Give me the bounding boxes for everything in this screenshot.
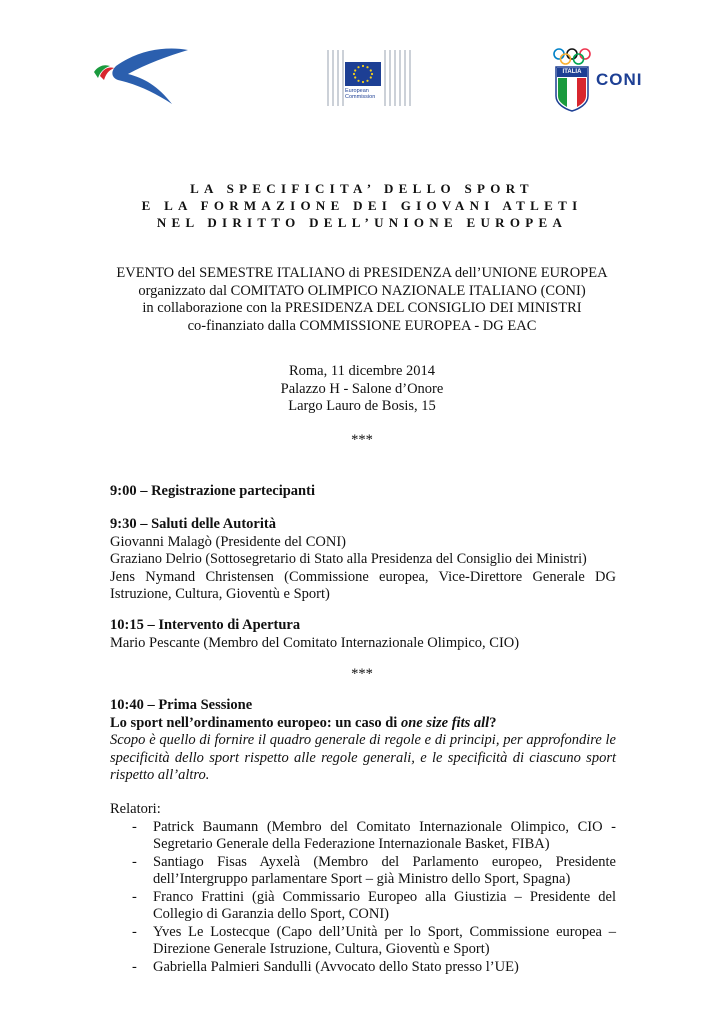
- speaker-item: [110, 889, 616, 924]
- bullet-dash: -: [132, 818, 137, 835]
- semestre-logo: [88, 44, 192, 108]
- bullet-dash: -: [132, 853, 137, 870]
- greetings-speaker-3: Jens Nymand Christensen (Commissione europea, Vice-Direttore Generale DG Istruzione, Cultura, Gioventù e Sport): [110, 568, 616, 602]
- first-session-subtitle: [110, 715, 616, 733]
- coni-brand-text: CONI: [596, 70, 643, 89]
- speaker-text: Santiago Fisas Ayxelà (Membro del Parlamento europeo, Presidente dell’Intergruppo parlamentare Sport – già Ministro dello Sport, Spagna): [153, 853, 616, 887]
- speakers-label: Relatori:: [110, 801, 161, 817]
- greetings-speaker-2: Graziano Delrio (Sottosegretario di Stato alla Presidenza del Consiglio dei Ministri): [110, 551, 587, 567]
- title-line-1: LA SPECIFICITA’ DELLO SPORT: [190, 181, 534, 196]
- intro-line-3: in collaborazione con la PRESIDENZA DEL CONSIGLIO DEI MINISTRI: [142, 300, 582, 316]
- speaker-text: Patrick Baumann (Membro del Comitato Internazionale Olimpico, CIO - Segretario Generale della Federazione Internazionale Basket, FIBA): [153, 818, 616, 852]
- speaker-text: Yves Le Lostecque (Capo dell’Unità per lo Sport, Commissione europea – Direzione Generale Istruzione, Cultura, Gioventù e Sport): [153, 923, 616, 957]
- venue-date: Roma, 11 dicembre 2014: [288, 363, 436, 379]
- first-session-subtitle-main: Lo sport nell’ordinamento europeo: un caso di: [110, 714, 401, 731]
- first-session-subtitle-end: ?: [489, 714, 497, 731]
- first-session-subtitle-italic: one size fits all: [400, 714, 490, 731]
- bullet-dash: -: [132, 888, 137, 905]
- intro-line-2: organizzato dal COMITATO OLIMPICO NAZIONALE ITALIANO (CONI): [138, 282, 586, 299]
- opening-heading: 10:15 – Intervento di Apertura: [110, 617, 301, 633]
- agenda-registration: 9:00 – Registrazione partecipanti: [110, 483, 315, 499]
- speaker-item: [110, 959, 616, 977]
- first-session-heading: 10:40 – Prima Sessione: [110, 697, 253, 713]
- title-line-2: E LA FORMAZIONE DEI GIOVANI ATLETI: [141, 198, 583, 213]
- greetings-speaker-1: Giovanni Malagò (Presidente del CONI): [110, 533, 346, 550]
- title-line-3: NEL DIRITTO DELL’UNIONE EUROPEA: [156, 215, 568, 230]
- speaker-text: Franco Frattini (già Commissario Europeo alla Giustizia – Presidente del Collegio di Garanzia dello Sport, CONI): [153, 888, 616, 922]
- swallow-icon: [88, 44, 192, 108]
- separator-2: ***: [351, 666, 373, 682]
- speaker-text: Gabriella Palmieri Sandulli (Avvocato dello Stato presso l’UE): [153, 958, 519, 975]
- bullet-dash: -: [132, 958, 137, 975]
- ec-label-line1: European: [345, 88, 369, 94]
- speaker-item: [110, 854, 616, 889]
- greetings-heading: 9:30 – Saluti delle Autorità: [110, 516, 276, 532]
- separator-1: ***: [351, 432, 373, 448]
- speaker-item: [110, 924, 616, 959]
- intro-line-4: co-finanziato dalla COMMISSIONE EUROPEA - DG EAC: [187, 317, 537, 334]
- speaker-item: [110, 819, 616, 854]
- bullet-dash: -: [132, 923, 137, 940]
- european-commission-icon: [325, 46, 413, 110]
- opening-speaker: Mario Pescante (Membro del Comitato Internazionale Olimpico, CIO): [110, 634, 520, 651]
- ec-logo: [325, 46, 413, 110]
- speakers-list: [110, 819, 616, 977]
- intro-line-1: EVENTO del SEMESTRE ITALIANO di PRESIDENZA dell’UNIONE EUROPEA: [116, 265, 608, 281]
- olympic-rings-icon: [553, 48, 593, 68]
- venue-palace: Palazzo H - Salone d’Onore: [280, 380, 444, 397]
- venue-address: Largo Lauro de Bosis, 15: [288, 398, 436, 414]
- ec-label-line2: Commission: [345, 94, 376, 100]
- first-session-description: Scopo è quello di fornire il quadro generale di regole e di principi, per approfondire le specificità dello sport rispetto alle regole generali, e le specificità di ciascuno sport rispetto all’altro.: [110, 732, 616, 783]
- italia-shield-text: ITALIA: [562, 69, 582, 75]
- coni-logo: [553, 48, 643, 114]
